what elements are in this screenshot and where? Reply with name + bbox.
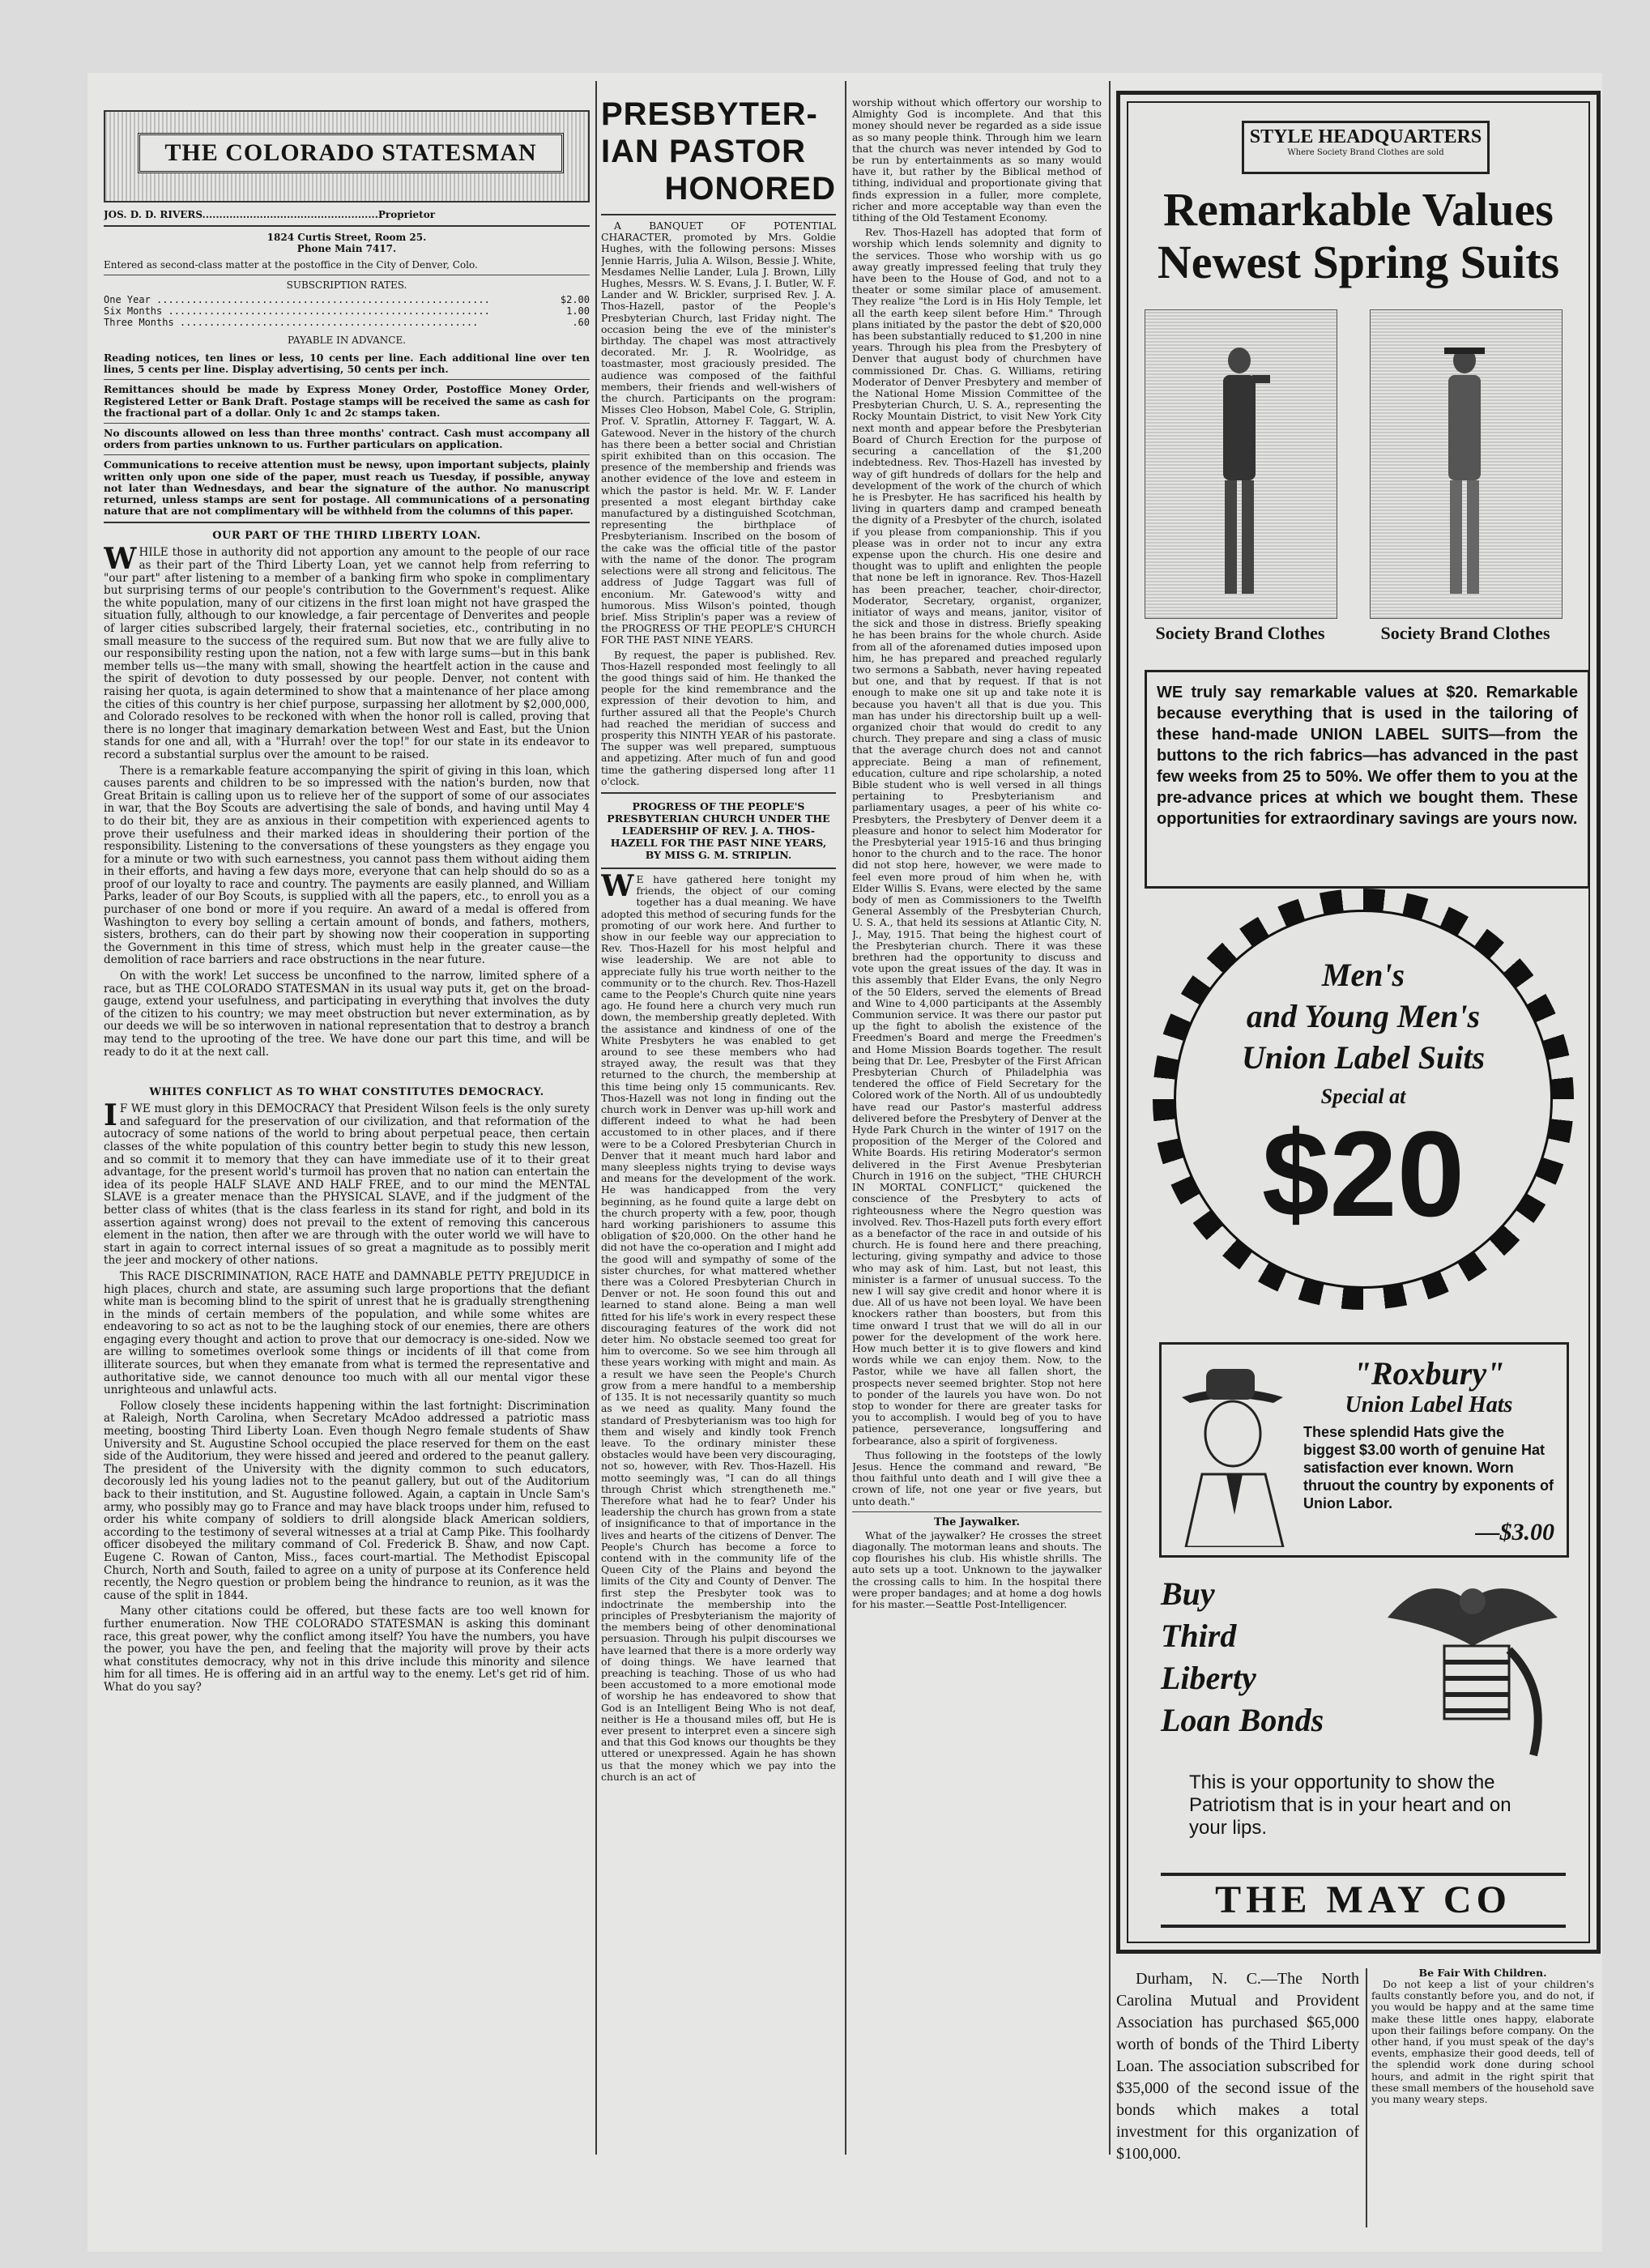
values-text: WE truly say remarkable values at $20. Remarkable because everything that is used in the tailoring of these hand-made UNION LABEL SUITS—from the buttons to the rich fabrics—has advanced in the past few weeks from 25 to 50%. We offer them to you at the pre-advance prices at which we bought them. These opportunities for extraordinary savings are yours now. xyxy=(1157,684,1578,828)
man-in-suit-icon xyxy=(1432,343,1497,602)
editorial-heading: OUR PART OF THE THIRD LIBERTY LOAN. xyxy=(212,530,481,543)
fair-heading: Be Fair With Children. xyxy=(1418,1967,1547,1979)
hat-subtitle: Union Label Hats xyxy=(1345,1392,1513,1418)
notice: Remittances should be made by Express Money Order, Postoffice Money Order, Registered Letter or Bank Draft. Postage stamps will be received the same as cash for the fractional part of a dollar. Only 1c and 2c stamps taken. xyxy=(104,383,590,419)
notice: Communications to receive attention must be newsy, upon important subjects, plainly written only upon one side of the paper, must reach us Tuesday, if possible, anyway not later than Wednesdays, and bear the signature of the author. No manuscript returned, unless stamps are sent for postage. All communications of a personating nature that are not complimentary will be withheld from the columns of this paper. xyxy=(104,458,590,518)
style-headquarters-banner: STYLE HEADQUARTERS Where Society Brand Clothes are sold xyxy=(1242,121,1490,174)
phone: Phone Main 7417. xyxy=(296,243,397,254)
liberty-loan-block: Buy Third Liberty Loan Bonds xyxy=(1161,1575,1324,1738)
durham-text: Durham, N. C.—The North Carolina Mutual and Provident Association has purchased $65,000 worth of bonds of the Third Liberty Loan. The association subscribed for $35,000 of the second issue of the bonds which makes a total investment for this organization of $100,000. xyxy=(1116,1970,1359,2163)
hat-advert-box xyxy=(1159,1342,1569,1558)
rate-row: Six Months ....................................................... 1.00 xyxy=(104,305,590,317)
hat-description: These splendid Hats give the biggest $3.00 worth of genuine Hat satisfaction ever known. Worn thruout the country by exponents of Union Labor. xyxy=(1303,1424,1554,1511)
article-paragraph: By request, the paper is published. Rev. Thos-Hazell responded most feelingly to all the good things said of him. He thanked the people for the kind remembrance and the expression of their devotion to him, and further assured all that the People's Church had reached the meridian of success and prosperity this NINTH YEAR of his pastorate. The supper was well prepared, sumptuous and appetizing. After much of fun and good time the gathering dispersed long after 11 o'clock. xyxy=(601,648,836,787)
article-subhead: PROGRESS OF THE PEOPLE'S PRESBYTERIAN CHURCH UNDER THE LEADERSHIP OF REV. J. A. THOS-HAZELL FOR THE PAST NINE YEARS, BY MISS G. M. STRIPLIN. xyxy=(607,799,830,861)
ad-headline: Newest Spring Suits xyxy=(1157,236,1560,288)
values-box xyxy=(1145,670,1590,889)
fair-text: Do not keep a list of your children's faults constantly before you, and do not, if you would be happy and at the same time make these little ones happy, elaborate upon their failings before company. On the other hand, if you must speak of the day's events, emphasize their good deeds, tell of the splendid work done during school hours, and admit in the right spirit that these small members of the household save you many weary steps. xyxy=(1371,1978,1594,2106)
article-paragraph: Thus following in the footsteps of the lowly Jesus. Hence the command and reward, "Be thou faithful unto death and I will give thee a crown of life, not one year or five years, but unto death." xyxy=(852,1448,1102,1507)
jaywalker-text: What of the jaywalker? He crosses the street diagonally. The motorman leans and shouts. The cop flourishes his club. His whistle shrills. The auto sets up a toot. Unknown to the jaywalker the crossing calls to him. In the hospital there were proper bandages; and at home a dog howls for his master.—Seattle Post-Intelligencer. xyxy=(852,1528,1102,1610)
brand-caption: Society Brand Clothes xyxy=(1155,623,1325,643)
suit-illustration xyxy=(1145,309,1337,619)
ad-headline: Remarkable Values xyxy=(1163,183,1554,236)
editorial-heading: WHITES CONFLICT AS TO WHAT CONSTITUTES DEMOCRACY. xyxy=(149,1086,544,1099)
medallion-line: Men's xyxy=(1321,957,1405,993)
jaywalker-heading: The Jaywalker. xyxy=(933,1516,1021,1528)
article-paragraph: A BANQUET OF POTENTIAL CHARACTER, promoted by Mrs. Goldie Hughes, with the following persons: Misses Jennie Harris, Julia A. Wilson, Bessie J. White, Mesdames Nellie Lander, Lula J. Brown, Lilly Hughes, Messrs. W. S. Evans, J. I. Butler, W. F. Lander and W. Brickler, surprised Rev. J. A. Thos-Hazell, pastor of the People's Presbyterian Church, last Friday night. The occasion being the eve of the minister's birthday. The chapel was most attractively decorated. Mr. J. R. Woolridge, as toastmaster, most graciously presided. The audience was composed of the faithful members, their friends and well-wishers of the church. Participants on the program: Misses Cleo Hobson, Mabel Cole, G. Striplin, Prof. V. Spratlin, Attorney F. Taggart, W. A. Gatewood. Never in the history of the church has there been a better social and Christian spirit exhibited than on this occasion. The presence of the membership and friends was another evidence of the love and esteem in which the pastor is held. Mr. W. F. Lander presented a most elegant birthday cake manufactured by a distinguished Scotchman, representing the birthplace of Presbyterianism. Inscribed on the bosom of the cake was the official title of the pastor with the name of the donor. The program selections were all strong and felicitous. The address of Judge Taggart was full of enconium. Mr. Gatewood's witty and humorous. Miss Wilson's pointed, though brief. Miss Striplin's paper was a review of the PROGRESS OF THE PEOPLE'S CHURCH FOR THE PAST NINE YEARS. xyxy=(601,220,836,646)
notice: No discounts allowed on less than three months' contract. Cash must accompany all orders from parties unknown to us. Further particulars on application. xyxy=(104,427,590,451)
newspaper-page xyxy=(87,73,1602,2252)
column-rule xyxy=(1109,81,1111,2155)
editorial-paragraph: Many other citations could be offered, but these facts are too well known for further enumeration. Now THE COLORADO STATESMAN is asking this dominant race, this great power, why the conflict among itself? You have the numbers, you have the power, you have the pen, and feeling that the majority will prove by their acts what constitutes democracy, why not in this drive include this minority and silence him for all times. He is offering aid in an artful way to the enemy. Let's get rid of him. What do you say? xyxy=(104,1605,590,1694)
special-label: Special at xyxy=(1320,1085,1406,1108)
editorial-paragraph: WHILE those in authority did not apportion any amount to the people of our race as their part of the Third Liberty Loan, yet we cannot help from referring to "our part" after listening to a member of a banking firm who spoke in complimentary but surprising terms of our people's contribution to the Government's request. Alike the white population, many of our citizens in the first loan might not have grasped the situation fully, although to our knowledge, a fair percentage of Denverites and people of larger cities subscribed largely, their fraternal societies, etc., contributing in no small measure to the success of the required sum. But now that we are fully alive to our responsibility resting upon the nation, not a few with large sums—but in this bank member tells us—the many with small, showing the heartfelt action in the cause and the spirit of devotion to duty possessed by our people. Denver, not content with raising her quota, is again determined to show that a maintenance of her place among the cities of this country is her chief purpose, surpassing her allotment by $2,000,000, and Colorado resolves to be reckoned with when the honor roll is called, proving that there is no longer that imaginary demarkation between West and East, but the Union stands for one and all, with a "Hurrah! over the top!" for our state in its endeavor to record a substantial surplus over the amount to be raised. xyxy=(104,542,590,761)
payable: PAYABLE IN ADVANCE. xyxy=(287,335,407,346)
article-paragraph: Rev. Thos-Hazell has adopted that form of worship which lends solemnity and dignity to the services. Those who worship with us go away greatly impressed feeling that truly they have been to the House of God, and not to a theater or some similar place of amusement. They realize "the Lord is in His Holy Temple, let all the earth keep silent before Him." Through plans initiated by the pastor the debt of $20,000 has been substantially reduced to $1,200 in nine years. Through his plea from the Presbytery of Denver that august body of churchmen have commissioned Dr. Chas. G. Williams, retiring Moderator of Denver Presbytery and member of the National Home Mission Committee of the Presbyterian Church, U. S. A., representing the Rocky Mountain District, to visit New York City next month and appear before the Presbyterian Board of Church Erection for the purpose of securing a cancellation of the $1,200 indebtedness. Rev. Thos-Hazell has invested by way of gift hundreds of dollars for the help and development of the work of the church of which he is Presbyter. He has sacrificed his health by living in quarters damp and cramped beneath the dignity of a Presbyter of the church, isolated if you please from companionship. This if you please was in order not to incur any extra expense upon the church. His one desire and thought was to uplift and enlighten the people that none be left in ignorance. Rev. Thos-Hazell has been preacher, teacher, choir-director, Moderator, Secretary, organist, organizer, initiator of ways and means, janitor, visitor of the sick and those in distress. Briefly speaking he has been brains for the whole church. Aside from all of the aforenamed duties imposed upon him, he has prepared and preached regularly two sermons a Sabbath, never having repeated but one, and that by request. If that is not enough to make one sit up and take note it is because you haven't all that is due you. This man has under his directorship built up a well-organized choir that would do credit to any church. They prepare and sing a class of music that the average church does not and cannot appreciate. Being a man of refinement, education, culture and ripe scholarship, a noted Bible student who is well versed in all things pertaining to Presbyterianism and parliamentary usages, a peer of his white co-Presbyters, the Presbytery of Denver deem it a pleasure and honor to select him Moderator for the Presbyterial year 1915-16 and thus bringing honor to the church and to the race. The honor did not stop here, however, we were made to feel even more proud of him when he, with Elder Willis S. Evans, were elected by the same body of men as Commissioners to the Twelfth General Assembly of the Presbyterian Church, U. S. A., that held its sessions at Atlantic City, N. J., May, 1915. That being the highest court of the Presbyterian church. There it was these brethren had the opportunity to discuss and vote upon the great issues of the day. It was in this assembly that Elder Evans, the only Negro of the 50 Elders, served the elements of Bread and Wine to 4,000 participants at the Assembly Communion service. It was there our pastor put up the fight to abolish the existence of the Freedmen's Board and merge the Freedmen's and Home Mission Boards together. The result being that Dr. Lee, Presbyter of the First African Presbyterian Church of Philadelphia was tendered the office of Field Secretary for the Colored work of the North. All of us undoubtedly have read our Pastor's masterful address delivered before the Presbytery of Denver at the Hyde Park Church in the winter of 1917 on the proposition of the Merger of the Colored and White Boards. His retiring Moderator's sermon delivered in the First Avenue Presbyterian Church in 1916 on the subject, "THE CHURCH IN MORTAL CONFLICT," quickened the conscience of the Presbytery to acts of righteousness where the Negro question was involved. Rev. Thos-Hazell puts forth every effort as a benefactor of the race in and outside of his church. He is found here and there preaching, lecturing, giving sympathy and advice to those who may ask of him. Last, but not least, this minister is a farmer of unusual success. To the new I will say give credit and honor where it is due. All of us have not been loyal. We have been knockers rather than boosters, but from this time onward I trust that we will do all in our power for the development of the work here. How much better it is to give flowers and kind words while we can enjoy them. Now, to the Pastor, while we have all fallen short, the prospects never seemed brighter. Stop not here to ponder of the laurels you have won. Do not stop to wonder for there are greater tasks for you to accomplish. I would beg of you to have patience, perseverance, longsuffering and forbearance, also a spirit of forgiveness. xyxy=(852,226,1102,1447)
medallion-line: Union Label Suits xyxy=(1241,1039,1486,1076)
article-paragraph: worship without which offertory our worship to Almighty God is incomplete. And that this money should never be regarded as a side issue as so many people think. Through him we learn that the church was never intended by God to be run by entertainments as so many would have it, but rather by the Biblical method of tithing, individual and proportionate giving that finds expression in a fuller, more complete, richer and more acceptable way than even the tithing of the Old Testament Economy. xyxy=(852,96,1102,224)
notice: Reading notices, ten lines or less, 10 cents per line. Each additional line over ten lines, 5 cents per line. Display advertising, 50 cents per inch. xyxy=(104,352,590,376)
editorial-paragraph: IF WE must glory in this DEMOCRACY that President Wilson feels is the only surety and safeguard for the preservation of our civilization, and that reformation of the autocracy of some nations of the world to bring about perpetual peace, then certain classes of the white population of this country better begin to study this new lesson, and so commit it to memory that they can have immediate use of it to their great advantage, for the present world's turmoil has proven that no nation can entertain the idea of its people HALF SLAVE AND HALF FREE, and to our mind the MENTAL SLAVE is a greater menace than the PHYSICAL SLAVE, and if the judgment of the better class of whites (that is the class fearless in its stand for right, and bold in its assertion against wrong) does not prevail to the extent of removing this cancerous element in the nation, then after we are through with the outer world we will have to start in again to correct internal issues of so great a magnitude as to possibly merit the jeer and mockery of other nations. xyxy=(104,1098,590,1268)
patriotism-text: This is your opportunity to show the Patriotism that is in your heart and on your lips. xyxy=(1189,1771,1511,1839)
masthead-banner xyxy=(104,110,590,202)
man-in-hat-icon xyxy=(1170,1353,1291,1547)
rates-table xyxy=(104,294,590,328)
column-pastor-article xyxy=(601,73,836,2252)
man-in-suit-icon xyxy=(1207,343,1272,602)
column-pastor-continued xyxy=(852,73,1102,2252)
may-co-logo: THE MAY CO xyxy=(1161,1873,1566,1928)
medallion-line: and Young Men's xyxy=(1246,998,1481,1034)
address: 1824 Curtis Street, Room 25. xyxy=(266,232,427,243)
masthead-title: THE COLORADO STATESMAN xyxy=(138,133,564,173)
fair-children-item xyxy=(1371,1967,1594,2234)
column-rule xyxy=(845,81,846,2155)
rates-heading: SUBSCRIPTION RATES. xyxy=(286,279,407,291)
article-paragraph: WE have gathered here tonight my friends, the object of our coming together has a dual meaning. We have adopted this method of securing funds for the promoting of our work here. And further to show in our feeble way our appreciation to Rev. Thos-Hazell for his most helpful and wise leadership. We are not able to appreciate fully his true worth neither to the community or to the church. Rev. Thos-Hazell came to the People's Church quite nine years ago. He found here a church very much run down, the membership greatly depleted. With the assistance and kindness of one of the White Presbyters he was enabled to get around to see these members who had strayed away, the result was that they returned to the church, the membership at this time being only 15 communicants. Rev. Thos-Hazell was not long in finding out the church work in Denver was up-hill work and different indeed to what he had been accustomed to in other places, and if there were to be a Colored Presbyterian Church in Denver that it meant much hard labor and many sleepless nights trying to devise ways and means for the development of the work. He was handicapped from the very beginning, as he found quite a large debt on the church property with a few, poor, though hard working parishioners to assume this obligation of $20,000. On the other hand he did not have the co-operation and I might add the good will and sympathy of some of the sister churches, for what mattered whether there was a Colored Presbyterian Church in Denver or not. He soon found this out and learned to stand alone. Being a man well fitted for his life's work in every respect these discouraging features of the work did not deter him. No obstacle seemed too great for him to overcome. So we see him through all these years working with might and main. As a result we have seen the People's Church grow from a mere handful to a membership of 135. It is not necessarily quantity so much as we need as quality. Many found the standard of Presbyterianism was too high for them and wisely and kindly took French leave. To the ordinary minister these obstacles would have been very discouraging, not so, however, with Rev. Thos-Hazell. His motto seemingly was, "I can do all things through Christ which strengtheneth me." Therefore what had he to fear? Under his leadership the church has grown from a state of insignificance to that of importance in the lives and hearts of the citizens of Denver. The People's Church has become a force to contend with in the community life of the Queen City of the Plains and beyond the limits of the City and County of Denver. The first step the Presbyter took was to indoctrinate the membership into the principles of Presbyterianism the majority of the members being of other denominational persuasion. Through his pulpit discourses we have learned that there is a more orderly way of doing things. We have learned that preaching is teaching. Those of us who had been accustomed to a more emotional mode of worship he has endeavored to show that God is an Intelligent Being Who is not deaf, neither is He a thousand miles off, but He is ever present to interpret even a sincere sigh and that this God knows our thoughts be they uttered or unexpressed. Again he has shown us that the money which we pay into the church is an act of xyxy=(601,868,836,1783)
suit-price: $20 xyxy=(1261,1106,1465,1242)
brand-caption: Society Brand Clothes xyxy=(1380,623,1550,643)
rate-row: Three Months ................................................... .60 xyxy=(104,317,590,328)
rate-row: One Year ......................................................... $2.00 xyxy=(104,294,590,305)
column-rule xyxy=(1366,1968,1367,2228)
entered-line: Entered as second-class matter at the postoffice in the City of Denver, Colo. xyxy=(104,259,478,271)
headline: PRESBYTER- IAN PASTOR HONORED xyxy=(601,96,836,207)
editorial-paragraph: On with the work! Let success be unconfined to the narrow, limited sphere of a race, but as THE COLORADO STATESMAN in its usual way puts it, get on the broad-gauge, extend your usefulness, and participating in everything that involves the duty of the citizen to his country; we may meet obstruction but never extermination, as by our deeds we will be so interwoven in national representation that to destroy a branch may tend to the uprooting of the tree. We have done our part this time, and will be ready to do it at the next call. xyxy=(104,970,590,1059)
hat-title: "Roxbury" xyxy=(1353,1355,1505,1392)
may-co-advertisement xyxy=(1116,91,1601,1954)
editorial-paragraph: Follow closely these incidents happening within the last fortnight: Discrimination at Raleigh, North Carolina, when Secretary McAdoo addressed a patriotic mass meeting, boosting Third Liberty Loan. Even though Negro female students of Shaw University and St. Augustine School occupied the place reserved for them on the east side of the Auditorium, they were hissed and jeered and ordered to the peanut gallery. The president of the University with the dignity common to such educators, decorously led his young ladies not to the peanut gallery, but out of the Auditorium back to their institution, and St. Augustine followed. Again, a captain in Uncle Sam's army, who possibly may go to France and may have black troops under him, refused to order his white company of soldiers to drill alongside black American soldiers, according to the testimony of several witnesses at a trial at Camp Pike. This foolhardy officer disobeyed the military command of Col. Frederick B. Shaw, and now Capt. Eugene C. Rowan of Canton, Miss., faces court-martial. The Methodist Episcopal Church, North and South, failed to agree on a unity of purpose at its Conference held recently, the Negro question or problem being the hindrance to reunion, as it was the cause of the split in 1844. xyxy=(104,1399,590,1602)
hat-price: —$3.00 xyxy=(1475,1519,1554,1545)
proprietor-line: JOS. D. D. RIVERS....................................................Proprietor xyxy=(104,209,436,220)
suit-illustration xyxy=(1370,309,1563,619)
suit-price-medallion xyxy=(1153,889,1574,1310)
editorial-paragraph: There is a remarkable feature accompanying the spirit of giving in this loan, which causes parents and children to be so impressed with the nation's burden, now that Great Britain is calling upon us to relieve her of the support of some of our associates in war, that the Boy Scouts are advertising the sale of bonds, and having until May 4 to do their bit, they are as anxious in their competition with experienced agents to prove their usefulness and their marked ideas in shouldering their portion of the responsibility. Listening to the conversations of these youngsters as they engage you for a minute or two with such earnestness, you cannot pass them without aiding them in their efforts, and having a few days more, everyone that can help should do so as a proof of our loyalty to race and country. The payments are easily planned, and William Parks, leader of our Boy Scouts, is supplied with all the papers, etc., to enroll you as a purchaser of one bond or more if you require. An award of a medal is offered from Washington to every boy selling a certain amount of bonds, and fathers, mothers, sisters, brothers, can do their part by showing now their cooperation in supporting the Government in this time of stress, which must help in the greater cause—the demolition of race barriers and race obstructions in the near future. xyxy=(104,764,590,967)
durham-item xyxy=(1116,1968,1359,2236)
column-editorial xyxy=(104,73,590,2252)
eagle-flag-icon xyxy=(1371,1569,1574,1763)
editorial-paragraph: This RACE DISCRIMINATION, RACE HATE and DAMNABLE PETTY PREJUDICE in high places, church and state, are assuming such large proportions that the defiant white man is becoming blind to the spirit of unrest that he is gradually strengthening in the minds of certain members of the population, and while some whites are endeavoring to so act as not to be the laughing stock of our enemies, there are others engaging every thought and action to prove that our democracy is one-sided. Now we are willing to sometimes overlook some things or incidents of ill that come from illiterate sources, but when they emanate from what is termed the representative and authoritative side, we cannot denounce too much with all our mental vigor these unrighteous and unlawful acts. xyxy=(104,1269,590,1397)
column-rule xyxy=(595,81,597,2155)
